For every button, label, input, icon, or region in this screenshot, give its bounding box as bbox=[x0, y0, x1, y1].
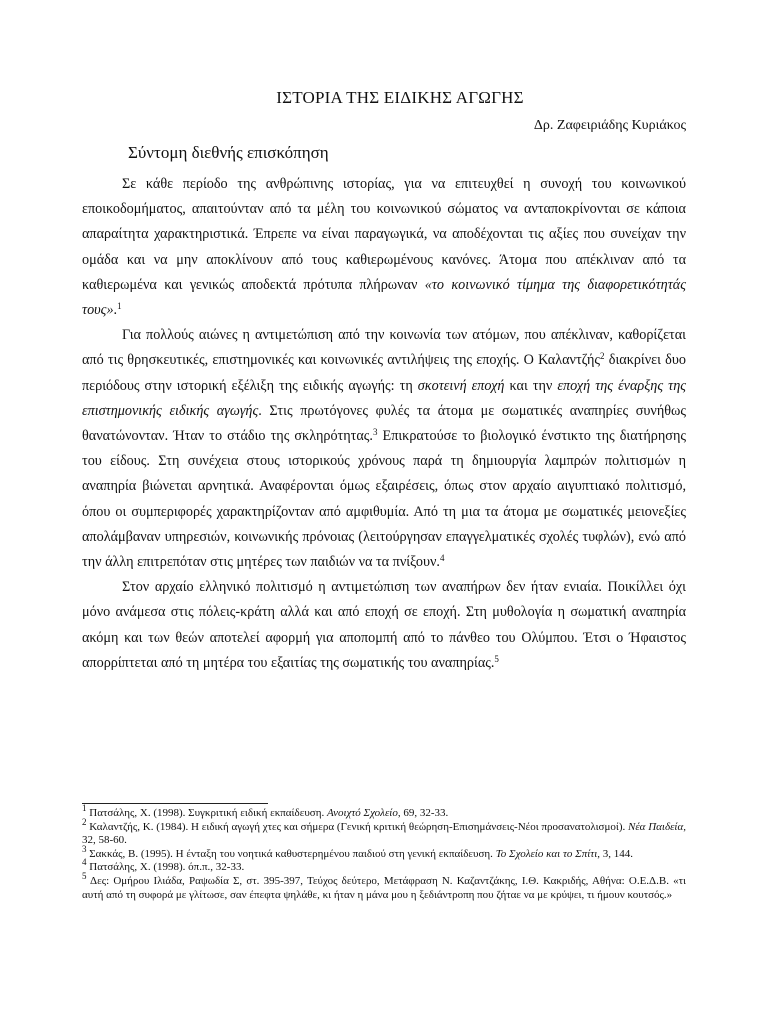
footnote-3: $^3$ Σακκάς, Β. (1995). Η ένταξη του νοητικά καθυστερημένου παιδιού στη γενική εκπαίδευση. Το Σχολείο και το Σπίτι, 3, 144. bbox=[82, 843, 633, 860]
footnote-ref: 3 bbox=[372, 427, 378, 438]
paragraph-2: Για πολλούς αιώνες η αντιμετώπιση από την κοινωνία των ατόμων, που απέκλιναν, καθορίζεται από τις θρησκευτικές, επιστημονικές και κοινωνικές αντιλήψεις της εποχής. Ο Καλαντζής$^2$ διακρίνει δυο περιόδους στην ιστορική εξέλιξη της ειδικής αγωγής: τη σκοτεινή εποχή και την εποχή της έναρξης της επιστημονικής ειδικής αγωγής. Στις πρωτόγονες φυλές τα άτομα με σωματικές αναπηρίες συνήθως θανατώνονταν. Ήταν το στάδιο της σκληρότητας.$^3$ Επικρατούσε το βιολογικό ένστικτο της διατήρησης του είδους. Στη συνέχεια στους ιστορικούς χρόνους παρά τη δημιουργία λαμπρών πολιτισμών η αναπηρία βιώνεται αρνητικά. Αναφέρονται όμως εξαιρέσεις, όπως στον αρχαίο αιγυπτιακό πολιτισμό, όπου οι συμπεριφορές χαρακτηρίζονταν από αμφιθυμία. Από τη μια τα άτομα με σωματικές μειονεξίες απολάμβαναν υπηρεσιών, κοινωνικής πρόνοιας (λειτούργησαν επαγγελματικές σχολές τυφλών), ενώ από την άλλη επιτρεπόταν στις μητέρες των παιδιών να τα πνίξουν.$^4$ bbox=[82, 327, 687, 571]
footnote-ref: 5 bbox=[494, 653, 499, 664]
footnote-ref: 2 bbox=[600, 351, 605, 362]
footnote-2: $^2$ Καλαντζής, Κ. (1984). Η ειδική αγωγή χτες και σήμερα (Γενική κριτική θεώρηση-Επισημάνσεις-Νέοι προσανατολισμοί). Νέα Παιδεία, 32, 58-60. bbox=[82, 816, 686, 847]
paragraph-1: Σε κάθε περίοδο της ανθρώπινης ιστορίας, για να επιτευχθεί η συνοχή του κοινωνικού εποικοδομήματος, απαιτούνταν από τα μέλη του κοινωνικού σώματος να ανταποκρίνονται σε κάποια απαραίτητα χαρακτηριστικά. Έπρεπε να είναι παραγωγικά, να αποδέχονται τις αξίες που συνείχαν την ομάδα και να μην αποκλίνουν από τους καθιερωμένους κανόνες. Άτομα που απέκλιναν από τα καθιερωμένα και γενικώς αποδεκτά πρότυπα πλήρωναν «το κοινωνικό τίμημα της διαφορετικότητάς τους».$^1$ bbox=[82, 176, 686, 319]
footnotes bbox=[82, 803, 686, 902]
footnote-ref: 1 bbox=[117, 301, 122, 312]
footnote-4: $^4$ Πατσάλης, Χ. (1998). όπ.π., 32-33. bbox=[82, 857, 245, 874]
footnote-5: $^5$ Δες: Ομήρου Ιλιάδα, Ραψωδία Σ, στ. 395-397, Τεύχος δεύτερο, Μετάφραση Ν. Καζαντζάκης, Ι.Θ. Κακριδής, Αθήνα: Ο.Ε.Δ.Β. «τι αυτή από τη συφορά με γλίτωσε, σαν έπεφτα ψηλάθε, κι ήταν η μάνα μου η ξεδιάντροπη που ζήταε να με κρύψει, τι ήμουν κουτσός.» bbox=[82, 870, 686, 901]
footnote-ref: 4 bbox=[439, 553, 445, 564]
section-subtitle: Σύντομη διεθνής επισκόπηση bbox=[128, 143, 329, 162]
document-body bbox=[82, 172, 686, 676]
document-title: ΙΣΤΟΡΙΑ ΤΗΣ ΕΙΔΙΚΗΣ ΑΓΩΓΗΣ bbox=[276, 88, 524, 107]
paragraph-3: Στον αρχαίο ελληνικό πολιτισμό η αντιμετώπιση των αναπήρων δεν ήταν ενιαία. Ποικίλλει όχι μόνο ανάμεσα στις πόλεις-κράτη αλλά και από εποχή σε εποχή. Στη μυθολογία η σωματική αναπηρία ακόμη και των θεών αποτελεί αφορμή για αποπομπή από το πάνθεο του Ολύμπου. Έτσι ο Ήφαιστος απορρίπτεται από τη μητέρα του εξαιτίας της σωματικής του αναπηρίας.$^5$ bbox=[82, 579, 686, 671]
footnote-1: $^1$ Πατσάλης, Χ. (1998). Συγκριτική ειδική εκπαίδευση. Ανοιχτό Σχολείο, 69, 32-33. bbox=[82, 803, 449, 819]
italic-phrase: «το κοινωνικό τίμημα της διαφορετικότητάς τους» bbox=[82, 276, 686, 319]
footnote-separator bbox=[82, 803, 268, 804]
italic-phrase: σκοτεινή εποχή bbox=[417, 377, 505, 394]
author-line: Δρ. Ζαφειριάδης Κυριάκος bbox=[533, 118, 686, 133]
italic-phrase: εποχή της έναρξης της επιστημονικής ειδικής αγωγής bbox=[82, 377, 687, 419]
